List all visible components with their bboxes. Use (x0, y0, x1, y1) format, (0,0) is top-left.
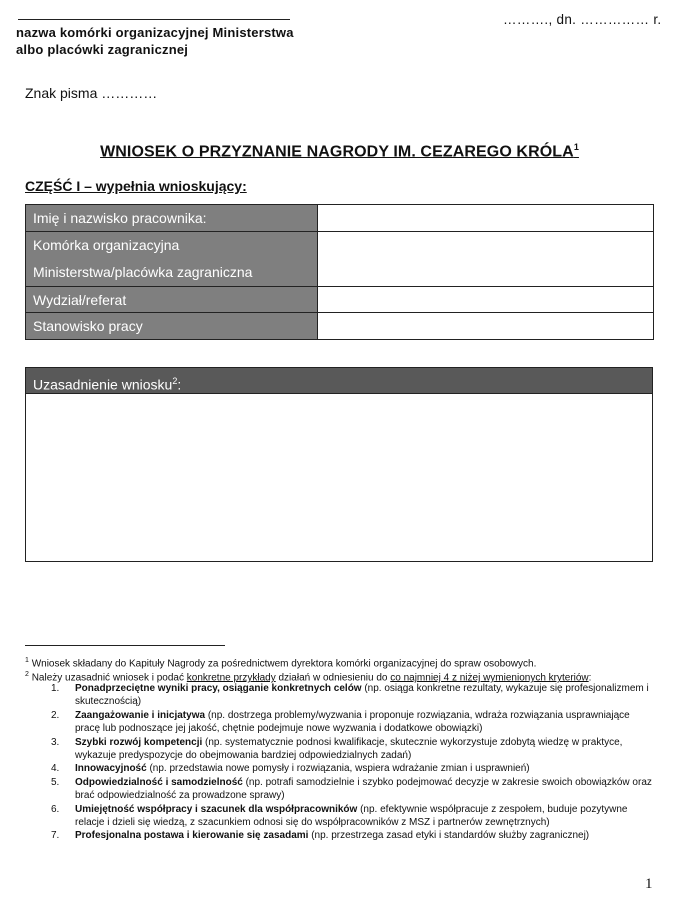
unit-label-line2: Ministerstwa/placówka zagraniczna (33, 264, 253, 280)
form-row-position (26, 313, 654, 340)
criteria-item (25, 682, 655, 709)
criteria-item (25, 736, 655, 763)
unit-signature-line (18, 19, 290, 20)
criteria-title: Umiejętność współpracy i szacunek dla współpracowników (75, 803, 358, 815)
criteria-description: (np. osiąga konkretne rezultaty, wykazuje się profesjonalizmem i skutecznością) (75, 683, 649, 708)
unit-caption-line1: nazwa komórki organizacyjnej Ministerstwa (16, 25, 294, 40)
criteria-list (25, 682, 655, 843)
form-row-department (26, 287, 654, 313)
unit-label-line1: Komórka organizacyjna (33, 237, 180, 253)
title-footnote-mark: 1 (573, 142, 579, 152)
justification-header (25, 367, 653, 394)
position-field[interactable] (318, 313, 654, 340)
criteria-title: Innowacyjność (75, 763, 147, 775)
footnote-separator (25, 645, 225, 646)
criteria-title: Zaangażowanie i inicjatywa (75, 709, 206, 721)
part-one-heading: CZĘŚĆ I – wypełnia wnioskujący: (25, 178, 247, 194)
criteria-description: (np. efektywnie współpracuje z zespołem, buduje pozytywne relacje i dzieli się wiedzą, z szacunkiem odnosi się do współpracowników z MSZ i partnerów zewnętrznych) (75, 803, 628, 829)
footnote-2-text-c: działań w odniesieniu do (275, 672, 391, 684)
criteria-number: 5. (51, 776, 60, 788)
footnote-2-underline-examples: konkretne przykłady (186, 672, 276, 684)
unit-label (26, 232, 318, 287)
department-label: Wydział/referat (26, 287, 318, 313)
unit-name-caption (16, 24, 294, 58)
criteria-description: (np. dostrzega problemy/wyzwania i proponuje rozwiązania, wdraża rozwiązania usprawniające pracę lub podnoszące jej jakość, chętnie podejmuje nowe wyzwania i dodatkowe obowiązki) (75, 709, 630, 735)
unit-field[interactable] (318, 232, 654, 287)
criteria-number: 2. (51, 709, 60, 721)
criteria-title: Odpowiedzialność i samodzielność (75, 776, 243, 788)
justification-footnote-mark: 2 (172, 376, 178, 386)
date-placeholder: ………., dn. …………… r. (503, 12, 662, 27)
criteria-description: (np. przestrzega zasad etyki i standardów służby zagranicznej) (308, 830, 590, 842)
justification-field[interactable] (25, 394, 653, 562)
footnote-2-text-e: : (588, 672, 592, 684)
criteria-item (25, 803, 655, 830)
criteria-number: 6. (51, 803, 60, 815)
title-text: WNIOSEK O PRZYZNANIE NAGRODY IM. CEZAREGO KRÓLA (100, 143, 574, 161)
criteria-item (25, 776, 655, 803)
name-field[interactable] (318, 205, 654, 232)
criteria-description: (np. potrafi samodzielnie i szybko podejmować decyzje w zakresie swoich obowiązków oraz brać odpowiedzialność za prowadzone sprawy) (75, 776, 652, 802)
form-row-unit (26, 232, 654, 287)
footnote-2-text-a: Należy uzasadnić wniosek i podać (31, 672, 187, 684)
department-field[interactable] (318, 287, 654, 313)
criteria-title: Szybki rozwój kompetencji (75, 736, 203, 748)
form-row-name (26, 205, 654, 232)
document-title (0, 142, 679, 161)
applicant-form-table (25, 204, 654, 340)
criteria-item (25, 762, 655, 775)
justification-label: Uzasadnienie wniosku (33, 376, 173, 393)
reference-number: Znak pisma ………… (25, 85, 158, 101)
criteria-description: (np. przedstawia nowe pomysły i rozwiązania, wspiera wdrażanie zmian i usprawnień) (146, 763, 530, 775)
criteria-title: Profesjonalna postawa i kierowanie się zasadami (75, 830, 309, 842)
footnote-2-mark: 2 (25, 671, 29, 678)
criteria-item (25, 829, 655, 842)
unit-caption-line2: albo placówki zagranicznej (16, 42, 189, 57)
footnote-1-mark: 1 (25, 657, 29, 664)
criteria-number: 7. (51, 830, 60, 842)
criteria-number: 3. (51, 736, 60, 748)
position-label: Stanowisko pracy (26, 313, 318, 340)
page-number: 1 (645, 876, 653, 892)
criteria-number: 4. (51, 763, 60, 775)
name-label: Imię i nazwisko pracownika: (26, 205, 318, 232)
criteria-title: Ponadprzeciętne wyniki pracy, osiąganie konkretnych celów (75, 683, 362, 694)
justification-colon: : (177, 376, 182, 393)
criteria-item (25, 709, 655, 736)
criteria-number: 1. (51, 683, 60, 694)
footnote-1-text: Wniosek składany do Kapituły Nagrody za pośrednictwem dyrektora komórki organizacyjnej do spraw osobowych. (31, 658, 537, 670)
criteria-description: (np. systematycznie podnosi kwalifikacje, skutecznie wykorzystuje zdobytą wiedzę w praktyce, wykazuje predyspozycje do obejmowania bardziej odpowiedzialnych zadań) (75, 736, 623, 762)
footnote-2-underline-criteria: co najmniej 4 z niżej wymienionych kryteriów (390, 672, 589, 684)
